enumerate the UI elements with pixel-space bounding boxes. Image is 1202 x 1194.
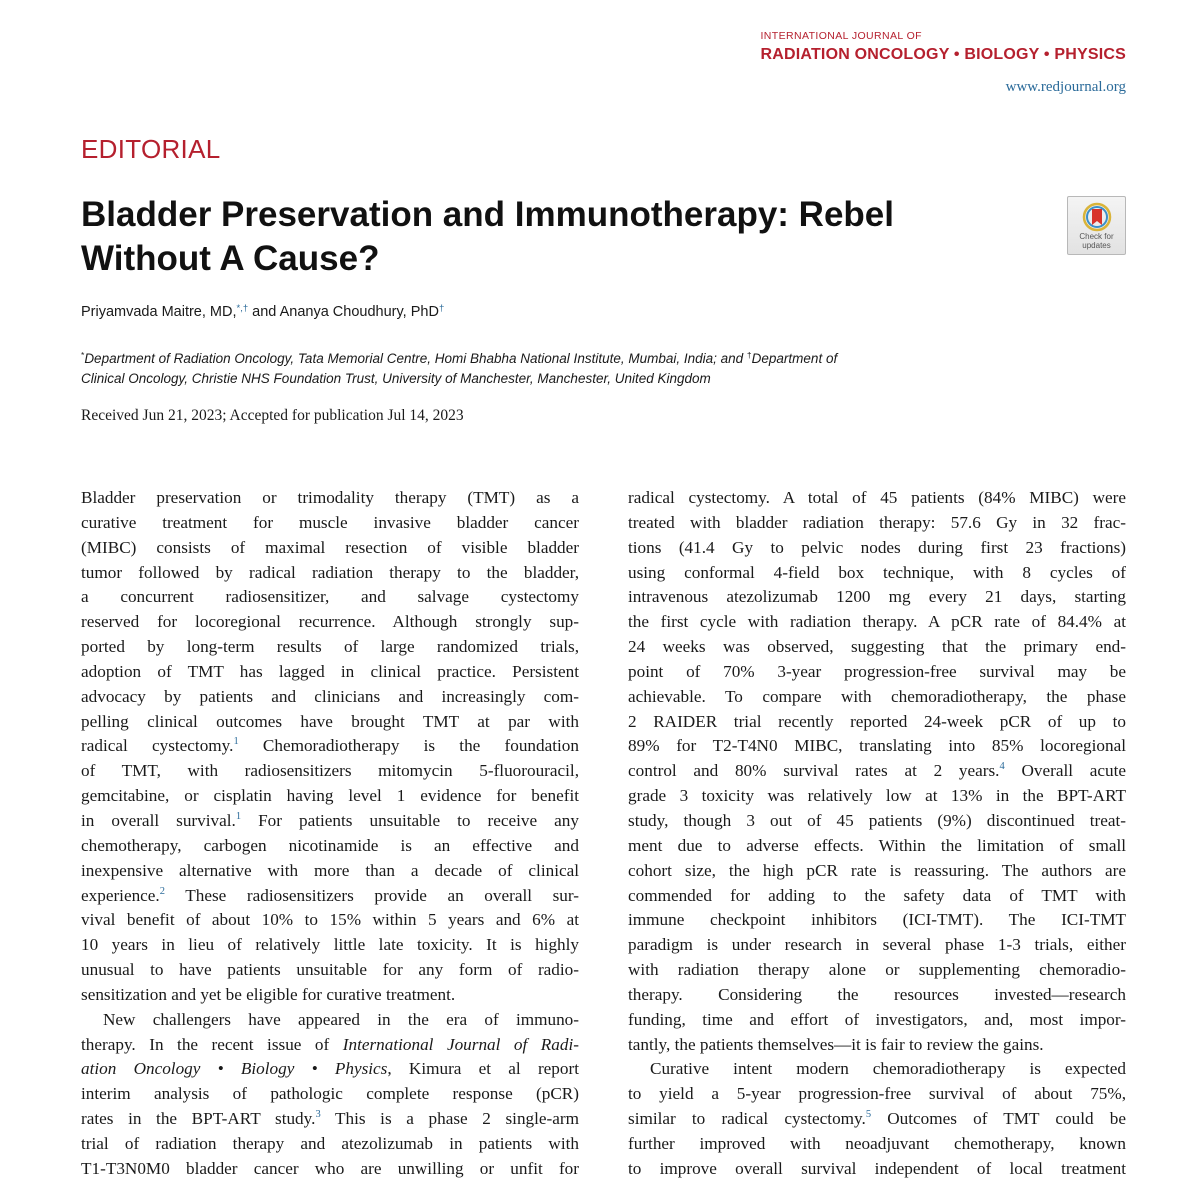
text-line: grade 3 toxicity was relatively low at 13% in the BPT-ART [628,786,1126,806]
text-line [628,1107,1126,1132]
text-line: tions (41.4 Gy to pelvic nodes during first 23 fractions) [628,537,1126,557]
title-line-2: Without A Cause? [81,239,380,278]
text-line: interim analysis of pathologic complete response (pCR) [81,1084,579,1104]
text-line: New challengers have appeared in the era of immuno- [103,1009,579,1029]
affiliation-text: Clinical Oncology, Christie NHS Foundation Trust, University of Manchester, Manchester, United Kingdom [81,371,711,386]
reference-link[interactable]: 1 [235,810,242,822]
title-line-1: Bladder Preservation and Immunotherapy: Rebel [81,195,894,234]
affiliations [81,345,981,389]
text-segment: Overall acute [1004,761,1126,781]
affiliation-text: Department of Radiation Oncology, Tata Memorial Centre, Homi Bhabha National Institute, Mumbai, India; and [84,351,747,366]
affiliation-mark: * [81,350,85,360]
author-connector: and [248,304,280,320]
text-line [81,884,579,909]
badge-label-line-1: Check for [1079,232,1114,241]
text-line: paradigm is under research in several phase 1-3 trials, either [628,935,1126,955]
text-segment: Chemoradiotherapy is the foundation [238,736,579,756]
journal-citation: ation Oncology • Biology • Physics [81,1059,388,1079]
text-segment: control and 80% survival rates at 2 years. [628,761,1000,781]
section-label: EDITORIAL [81,134,221,164]
text-line: therapy. Considering the resources invested—research [628,984,1126,1004]
affiliation-mark: † [746,350,752,360]
journal-header [760,30,1126,96]
journal-url-link[interactable]: www.redjournal.org [1005,79,1126,95]
text-line: advocacy by patients and clinicians and increasingly com- [81,686,579,706]
reference-link[interactable]: 4 [999,761,1005,773]
text-line [81,1033,579,1058]
text-line: unusual to have patients unsuitable for any form of radio- [81,960,579,980]
text-segment: radical cystectomy. [81,736,234,756]
text-line: using conformal 4-field box technique, with 8 cycles of [628,562,1126,582]
text-line [81,1107,579,1132]
text-line: reserved for locoregional recurrence. Although strongly sup- [81,612,579,632]
text-line: to yield a 5-year progression-free survival of about 75%, [628,1084,1126,1104]
text-line: trial of radiation therapy and atezolizumab in patients with [81,1133,579,1153]
reference-link[interactable]: 3 [315,1109,321,1121]
text-line: Curative intent modern chemoradiotherapy is expected [650,1059,1126,1079]
text-line: commended for adding to the safety data of TMT with [628,885,1126,905]
reference-link[interactable]: 1 [233,736,239,748]
text-line: with radiation therapy alone or supplementing chemoradio- [628,960,1126,980]
journal-name: RADIATION ONCOLOGY • BIOLOGY • PHYSICS [760,46,1126,63]
text-line: further improved with neoadjuvant chemotherapy, known [628,1133,1126,1153]
text-line: the first cycle with radiation therapy. A pCR rate of 84.4% at [628,612,1126,632]
text-segment: similar to radical cystectomy. [628,1109,866,1129]
text-line: a concurrent radiosensitizer, and salvage cystectomy [81,587,579,607]
text-line [628,759,1126,784]
text-line: achievable. To compare with chemoradiotherapy, the phase [628,686,1126,706]
author-name: Ananya Choudhury, PhD [279,304,439,320]
bookmark-icon [1082,202,1112,232]
text-line: radical cystectomy. A total of 45 patients (84% MIBC) were [628,488,1126,507]
received-dates: Received Jun 21, 2023; Accepted for publication Jul 14, 2023 [81,407,464,424]
text-line: immune checkpoint inhibitors (ICI-TMT). The ICI-TMT [628,910,1126,930]
text-line: 89% for T2-T4N0 MIBC, translating into 85% locoregional [628,736,1126,756]
reference-link[interactable]: 5 [865,1109,872,1121]
text-segment: For patients unsuitable to receive any [241,810,579,830]
badge-label-line-2: updates [1082,241,1111,250]
journal-citation: International Journal of Radi- [342,1034,579,1054]
text-segment: These radiosensitizers provide an overall sur- [164,885,579,905]
text-line: pelling clinical outcomes have brought TMT at par with [81,711,579,731]
text-line: (MIBC) consists of maximal resection of visible bladder [81,537,579,557]
text-line [81,734,579,759]
journal-name-small: INTERNATIONAL JOURNAL OF [760,30,922,42]
text-line: curative treatment for muscle invasive bladder cancer [81,512,579,532]
author-name: Priyamvada Maitre, MD, [81,304,237,320]
text-line: to improve overall survival independent of local treatment [628,1158,1126,1178]
text-line: funding, time and effort of investigators, and, most impor- [628,1009,1126,1029]
text-segment: Outcomes of TMT could be [871,1109,1126,1129]
text-line: adoption of TMT has lagged in clinical practice. Persistent [81,661,579,681]
text-line: intravenous atezolizumab 1200 mg every 21 days, starting [628,587,1126,607]
text-segment: This is a phase 2 single-arm [320,1109,579,1129]
text-line: tumor followed by radical radiation therapy to the bladder, [81,562,579,582]
check-for-updates-badge[interactable] [1067,196,1126,255]
text-line: study, though 3 out of 45 patients (9%) discontinued treat- [628,810,1126,830]
text-line: Bladder preservation or trimodality therapy (TMT) as a [81,488,579,507]
reference-link[interactable]: 2 [159,885,165,897]
body-column-left [81,486,579,1182]
body-column-right [628,486,1126,1182]
text-line: vival benefit of about 10% to 15% within 5 years and 6% at [81,910,579,930]
text-line: T1-T3N0M0 bladder cancer who are unwilling or unfit for [81,1158,579,1178]
affiliation-marks[interactable]: † [438,303,445,314]
text-segment: therapy. In the recent issue of [81,1034,343,1054]
text-line [81,809,579,834]
text-line: gemcitabine, or cisplatin having level 1 evidence for benefit [81,786,579,806]
text-line: ment due to adverse effects. Within the limitation of small [628,835,1126,855]
text-segment: in overall survival. [81,810,236,830]
text-line: treated with bladder radiation therapy: 57.6 Gy in 32 frac- [628,512,1126,532]
article-title [81,193,1041,281]
text-line: 10 years in lieu of relatively little late toxicity. It is highly [81,935,579,955]
text-line: cohort size, the high pCR rate is reassuring. The authors are [628,860,1126,880]
text-line: chemotherapy, carbogen nicotinamide is an effective and [81,835,579,855]
text-segment: rates in the BPT-ART study. [81,1109,316,1129]
affiliation-text: Department of [751,351,838,366]
text-line: tantly, the patients themselves—it is fair to review the gains. [628,1034,1044,1054]
text-line: inexpensive alternative with more than a decade of clinical [81,860,579,880]
author-list [81,303,444,320]
text-line: sensitization and yet be eligible for curative treatment. [81,984,456,1004]
affiliation-marks[interactable]: *,† [236,303,249,314]
text-line: of TMT, with radiosensitizers mitomycin 5-fluorouracil, [81,761,579,781]
text-line [81,1057,579,1082]
text-line: 24 weeks was observed, suggesting that the primary end- [628,637,1126,657]
text-line: point of 70% 3-year progression-free survival may be [628,661,1126,681]
text-line: 2 RAIDER trial recently reported 24-week pCR of up to [628,711,1126,731]
text-segment: , Kimura et al report [387,1059,579,1079]
text-line: ported by long-term results of large randomized trials, [81,637,579,657]
text-segment: experience. [81,885,160,905]
